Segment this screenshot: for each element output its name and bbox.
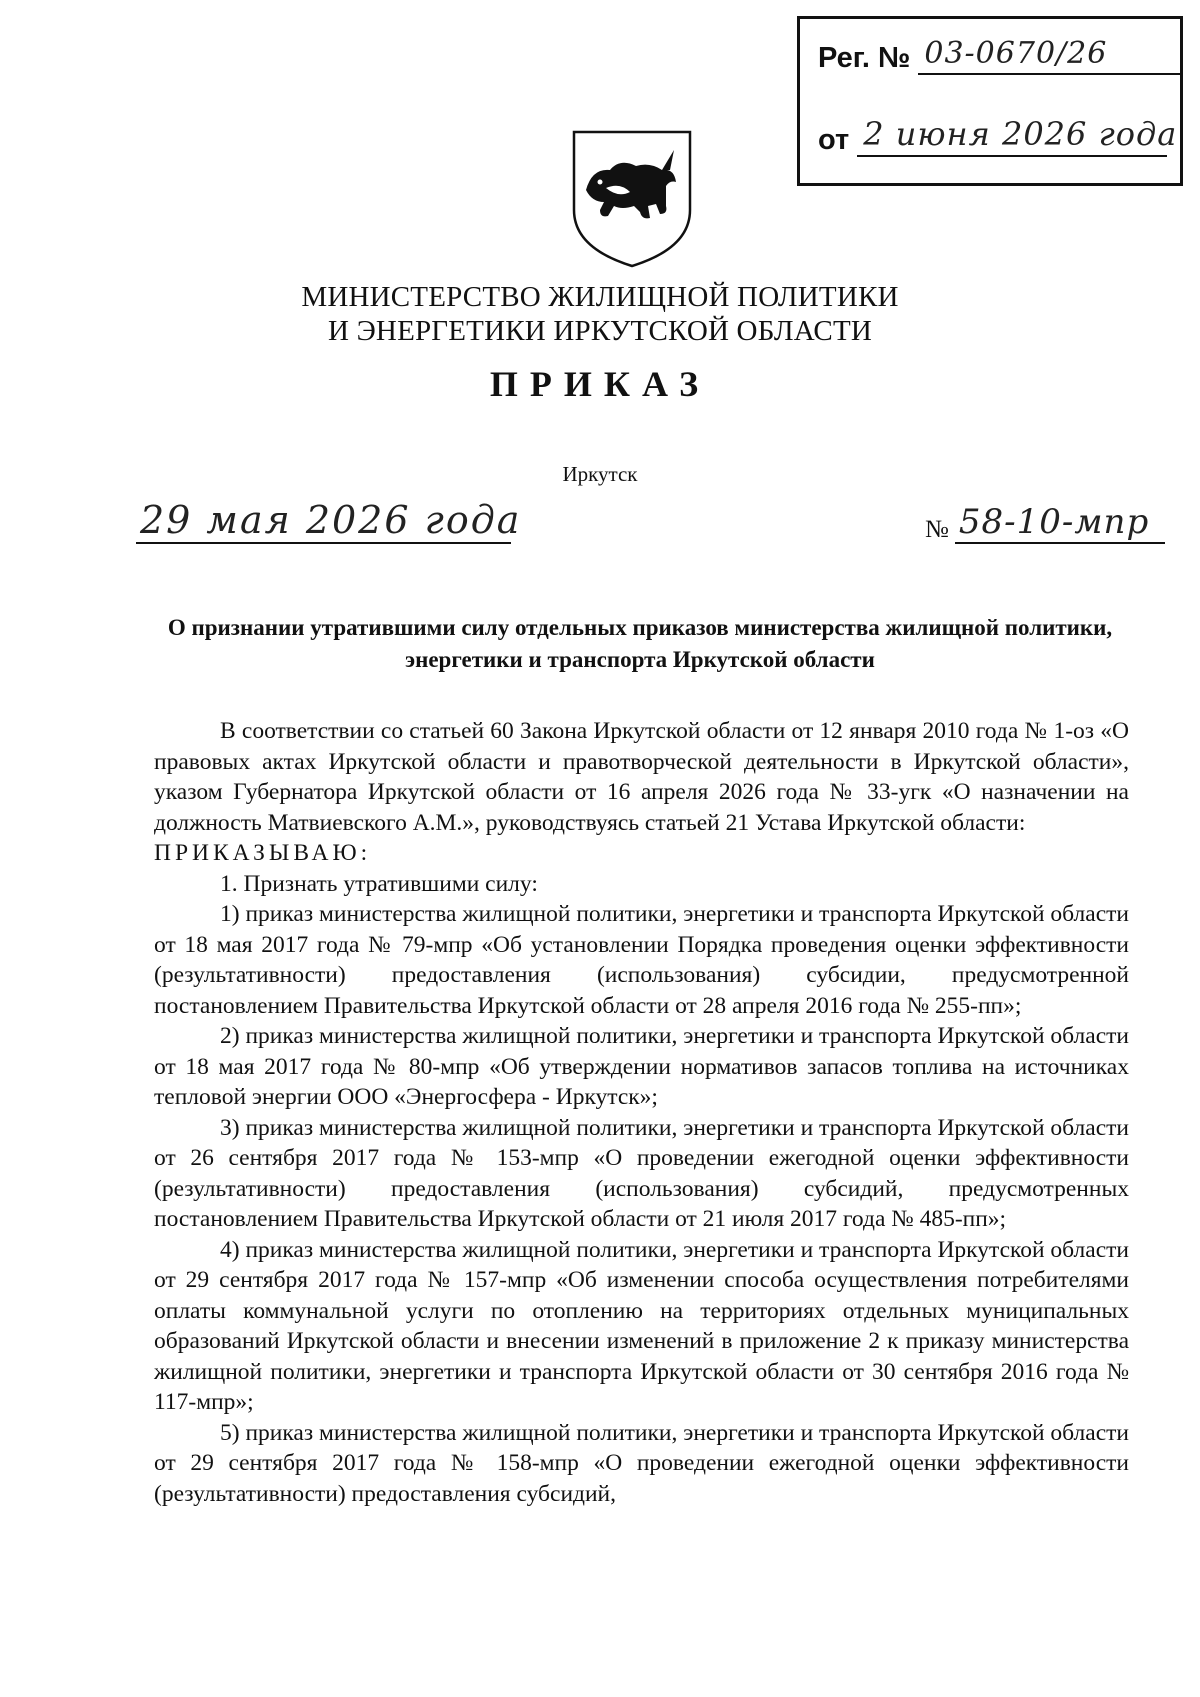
reg-number-handwritten: 03-0670/26 xyxy=(924,36,1108,71)
reg-date-field xyxy=(857,115,1178,157)
order-number-line xyxy=(925,502,1165,544)
order-number-field xyxy=(955,502,1165,544)
reg-date-handwritten: 2 июня 2026 года xyxy=(863,115,1178,153)
reg-date-label: от xyxy=(818,124,850,156)
city-label: Иркутск xyxy=(562,462,638,486)
subitem-4: 4) приказ министерства жилищной политики, энергетики и транспорта Иркутской области от 29 сентября 2017 года № 157-мпр «Об изменении способа осуществления потребителями оплаты коммунальной услуги по отоплению на территориях отдельных муниципальных образований Иркутской области и внесении изменений в приложение 2 к приказу министерства жилищной политики, энергетики и транспорта Иркутской области от 30 сентября 2016 года № 117-мпр»; xyxy=(154,1236,1129,1415)
document-type-heading: ПРИКАЗ xyxy=(489,364,711,404)
coat-of-arms-icon xyxy=(570,128,694,270)
preamble-paragraph: В соответствии со статьей 60 Закона Иркутской области от 12 января 2010 года № 1-оз «О правовых актах Иркутской области и правотворческой деятельности в Иркутской области», указом Губернатора Иркутской области от 16 апреля 2026 года № 33-угк «О назначении на должность Матвиевского А.М.», руководствуясь статьей 21 Устава Иркутской области: xyxy=(154,718,1129,836)
order-number-label: № xyxy=(925,516,949,543)
document-title: О признании утратившими силу отдельных приказов министерства жилищной политики, энергетики и транспорта Иркутской области xyxy=(167,615,1113,672)
subitem-2: 2) приказ министерства жилищной политики, энергетики и транспорта Иркутской области от 18 мая 2017 года № 80-мпр «Об утверждении нормативов запасов топлива на источниках тепловой энергии ООО «Энергосфера - Иркутск»; xyxy=(154,1023,1129,1110)
document-body xyxy=(154,716,1129,1509)
reg-number-line xyxy=(818,36,1180,75)
ministry-name-line2: И ЭНЕРГЕТИКИ ИРКУТСКОЙ ОБЛАСТИ xyxy=(327,315,872,347)
order-number-handwritten: 58-10-мпр xyxy=(958,502,1150,542)
subitem-3: 3) приказ министерства жилищной политики, энергетики и транспорта Иркутской области от 26 сентября 2017 года № 153-мпр «О проведении ежегодной оценки эффективности (результативности) предоставления (использования) субсидий, предусмотренных постановлением Правительства Иркутской области от 21 июля 2017 года № 485-пп»; xyxy=(154,1114,1129,1232)
subitem-5: 5) приказ министерства жилищной политики, энергетики и транспорта Иркутской области от 29 сентября 2017 года № 158-мпр «О проведении ежегодной оценки эффективности (результативности) предоставления субсидий, xyxy=(154,1419,1129,1507)
ministry-name-line1: МИНИСТЕРСТВО ЖИЛИЩНОЙ ПОЛИТИКИ xyxy=(301,281,899,313)
registration-stamp xyxy=(797,16,1183,186)
item-1: 1. Признать утратившими силу: xyxy=(220,870,538,897)
order-date-field xyxy=(136,498,522,544)
order-date-handwritten: 29 мая 2026 года xyxy=(140,498,522,542)
reg-number-field xyxy=(918,36,1180,75)
order-word: ПРИКАЗЫВАЮ: xyxy=(154,840,372,866)
subitem-1: 1) приказ министерства жилищной политики, энергетики и транспорта Иркутской области от 18 мая 2017 года № 79-мпр «Об установлении Порядка проведения оценки эффективности (результативности) предоставления (использования) субсидии, предусмотренной постановлением Правительства Иркутской области от 28 апреля 2016 года № 255-пп»; xyxy=(154,901,1129,1019)
reg-number-label: Рег. № xyxy=(818,42,911,74)
reg-date-line xyxy=(818,115,1178,157)
